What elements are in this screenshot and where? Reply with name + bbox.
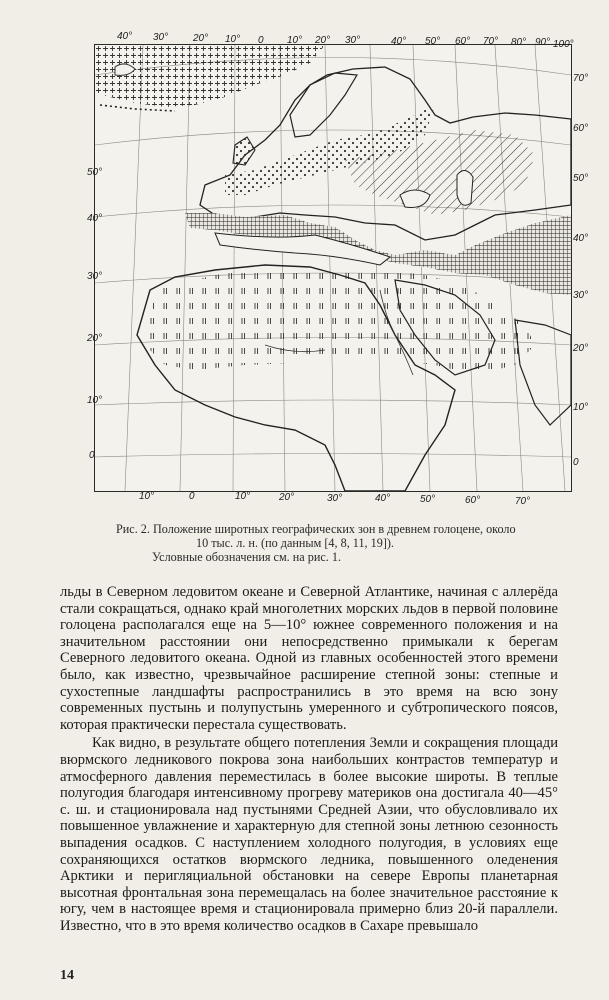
latitude-label-right: 40° (573, 233, 589, 244)
map-drawing (95, 45, 571, 491)
longitude-label-top: 30° (345, 35, 361, 46)
longitude-label-top: 60° (455, 36, 471, 47)
longitude-label-bottom: 40° (375, 493, 391, 504)
longitude-label-bottom: 10° (139, 491, 155, 502)
longitude-label-bottom: 60° (465, 495, 481, 506)
page-number: 14 (60, 968, 74, 983)
longitude-label-top: 0 (258, 35, 264, 46)
longitude-label-top: 100° (553, 39, 574, 50)
longitude-label-bottom: 50° (420, 494, 436, 505)
longitude-label-top: 10° (225, 34, 241, 45)
paragraph: льды в Северном ледовитом океане и Северной Атлантике, начиная с аллерёда стали сокращаться, однако край многолетних морских льдов в первой половине голоцена располагался еще на 5—10° южнее современного положения и на значительном расстоянии они непосредственно примыкали к берегам Северного ледовитого океана. Одной из главных особенностей этого времени было, как известно, чрезвычайное расширение степной зоны: степные и сухостепные ландшафты распространились в это время на всю зону современных пустынь и полупустынь умеренного и субтропического поясов, которая практически перестала существовать. (60, 584, 558, 733)
latitude-label-right: 60° (573, 123, 589, 134)
latitude-label-right: 70° (573, 73, 589, 84)
latitude-label-right: 0 (573, 457, 579, 468)
longitude-label-top: 30° (153, 32, 169, 43)
longitude-label-top: 40° (117, 31, 133, 42)
longitude-label-bottom: 10° (235, 491, 251, 502)
map-figure (87, 31, 589, 507)
latitude-label-left: 10° (87, 395, 103, 406)
longitude-label-top: 80° (511, 37, 527, 48)
latitude-label-left: 0 (89, 450, 95, 461)
latitude-label-left: 40° (87, 213, 103, 224)
longitude-label-top: 20° (193, 33, 209, 44)
longitude-label-top: 70° (483, 36, 499, 47)
caption-line: Условные обозначения см. на рис. 1. (152, 550, 342, 564)
longitude-label-bottom: 70° (515, 496, 531, 507)
longitude-label-top: 40° (391, 36, 407, 47)
longitude-label-top: 90° (535, 37, 551, 48)
longitude-label-bottom: 0 (189, 491, 195, 502)
latitude-label-left: 30° (87, 271, 103, 282)
longitude-label-bottom: 30° (327, 493, 343, 504)
latitude-label-right: 30° (573, 290, 589, 301)
latitude-label-left: 50° (87, 167, 103, 178)
caption-line: Рис. 2. Положение широтных географических зон в древнем голоцене, около (116, 522, 516, 536)
latitude-label-right: 50° (573, 173, 589, 184)
latitude-label-right: 20° (573, 343, 589, 354)
longitude-label-bottom: 20° (279, 492, 295, 503)
figure-caption (116, 522, 566, 564)
longitude-label-top: 50° (425, 36, 441, 47)
caption-line: 10 тыс. л. н. (по данным [4, 8, 11, 19]). (196, 536, 394, 550)
longitude-label-top: 20° (315, 35, 331, 46)
body-text (60, 584, 558, 934)
latitude-label-left: 20° (87, 333, 103, 344)
latitude-label-right: 10° (573, 402, 589, 413)
longitude-label-top: 10° (287, 35, 303, 46)
paragraph: Как видно, в результате общего потепления Земли и сокращения площади вюрмского ледникового покрова зона наибольших контрастов температур и атмосферного давления переместилась в более высокие широты. В теплые полугодия благодаря интенсивному прогреву материков она достигала 40—45° с. ш. и стационировала над пустынями Средней Азии, что обусловливало их повышенное увлажнение и характерную для степной зоны летнюю сезонность выпадения осадков. С наступлением холодного полугодия, в условиях еще сохраняющихся остатков вюрмского ледника, повышенного оледенения Арктики и перигляциальной обстановки на севере Европы планетарная высотная фронтальная зона перемещалась на более значительное расстояние к югу, чем в настоящее время и стационировала примерно близ 20-й параллели. Известно, что в это время количество осадков в Сахаре превышало (60, 735, 558, 934)
